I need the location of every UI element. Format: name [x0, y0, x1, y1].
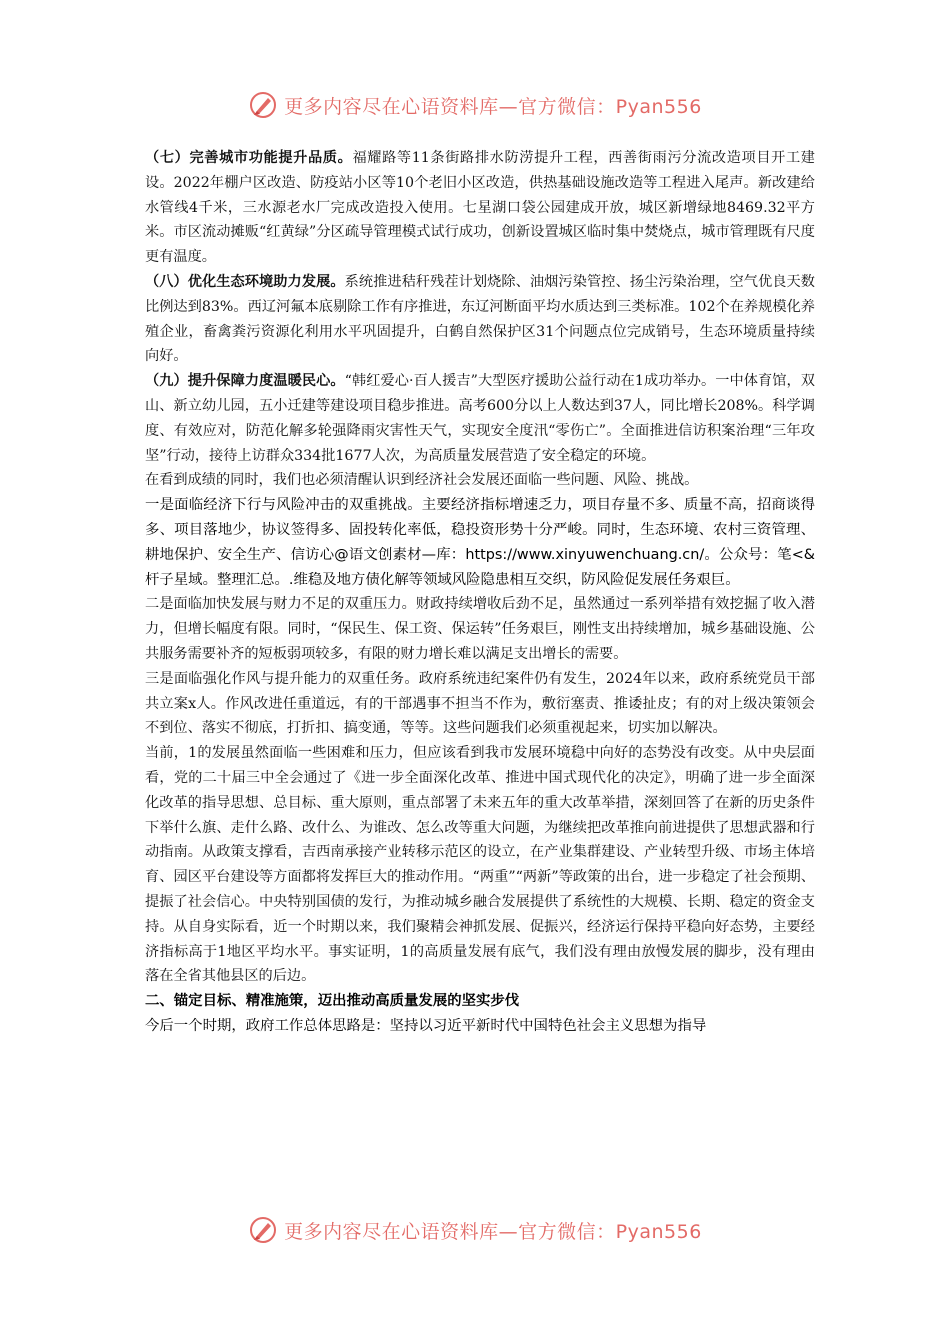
document-body	[145, 146, 815, 1039]
section-heading: 二、锚定目标、精准施策，迈出推动高质量发展的坚实步伐	[145, 993, 520, 1010]
outlook-paragraph: 当前，1的发展虽然面临一些困难和压力，但应该看到我市发展环境稳中向好的态势没有改变。从中央层面看，党的二十届三中全会通过了《进一步全面深化改革、推进中国式现代化的决定》，明确了进一步全面深化改革的指导思想、总目标、重大原则，重点部署了未来五年的重大改革举措，深刻回答了在新的历史条件下举什么旗、走什么路、改什么、为谁改、怎么改等重大问题，为继续把改革推向前进提供了思想武器和行动指南。从政策支撑看，吉西南承接产业转移示范区的设立，在产业集群建设、产业转型升级、市场主体培育、园区平台建设等方面都将发挥巨大的推动作用。“两重”“两新”等政策的出台，进一步稳定了社会预期、提振了社会信心。中央特别国债的发行，为推动城乡融合发展提供了系统性的大规模、长期、稳定的资金支持。从自身实际看，近一个时期以来，我们聚精会神抓发展、促振兴，经济运行保持平稳向好态势，主要经济指标高于1地区平均水平。事实证明，1的高质量发展有底气，我们没有理由放慢发展的脚步，没有理由落在全省其他县区的后边。	[145, 745, 815, 985]
paragraph-body: “韩红爱心·百人援吉”大型医疗援助公益行动在1成功举办。一中体育馆，双山、新立幼儿园，五小迁建等建设项目稳步推进。高考600分以上人数达到37人，同比增长208%。科学调度、有效应对，防范化解多轮强降雨灾害性天气，实现安全度汛“零伤亡”。全面推进信访积案治理“三年攻坚”行动，接待上访群众334批1677人次，为高质量发展营造了安全稳定的环境。	[145, 373, 815, 464]
paragraph-body: 福耀路等11条街路排水防涝提升工程，西善街雨污分流改造项目开工建设。2022年棚户区改造、防疫站小区等10个老旧小区改造，供热基础设施改造等工程进入尾声。新改建给水管线4千米，三水源老水厂完成改造投入使用。七星湖口袋公园建成开放，城区新增绿地8469.32平方米。市区流动摊贩“红黄绿”分区疏导管理模式试行成功，创新设置城区临时集中焚烧点，城市管理既有尺度更有温度。	[145, 150, 815, 266]
challenge-three: 三是面临强化作风与提升能力的双重任务。政府系统违纪案件仍有发生，2024年以来，政府系统党员干部共立案x人。作风改进任重道远，有的干部遇事不担当不作为，敷衍塞责、推诿扯皮；有的对上级决策领会不到位、落实不彻底，打折扣、搞变通，等等。这些问题我们必须重视起来，切实加以解决。	[145, 670, 815, 737]
challenge-one: 一是面临经济下行与风险冲击的双重挑战。主要经济指标增速乏力，项目存量不多、质量不高，招商谈得多、项目落地少，协议签得多、固投转化率低，稳投资形势十分严峻。同时，生态环境、农村三资管理、耕地保护、安全生产、信访心@语文创素材—库：https://www.xinyuwenchuang.cn/。公众号：笔<&杆子星域。整理汇总。.维稳及地方债化解等领域风险隐患相互交织，防风险促发展任务艰巨。	[145, 497, 815, 588]
challenge-two: 二是面临加快发展与财力不足的双重压力。财政持续增收后劲不足，虽然通过一系列举措有效挖掘了收入潜力，但增长幅度有限。同时，“保民生、保工资、保运转”任务艰巨，刚性支出持续增加，城乡基础设施、公共服务需要补齐的短板弱项较多，有限的财力增长难以满足支出增长的需要。	[145, 596, 815, 662]
paragraph-body: 在看到成绩的同时，我们也必须清醒认识到经济社会发展还面临一些问题、风险、挑战。	[145, 472, 699, 489]
paragraph-7	[145, 146, 815, 270]
footer-banner	[0, 1213, 950, 1247]
paragraph-lead: （七）完善城市功能提升品质。	[145, 150, 353, 166]
pen-logo-icon	[248, 90, 278, 120]
paragraph-9	[145, 369, 815, 468]
header-banner	[0, 88, 950, 122]
paragraph-body: 系统推进秸秆残茬计划烧除、油烟污染管控、扬尘污染治理，空气优良天数比例达到83%。西辽河氟本底剔除工作有序推进，东辽河断面平均水质达到三类标准。102个在养规模化养殖企业，畜禽粪污资源化利用水平巩固提升，白鹤自然保护区31个问题点位完成销号，生态环境质量持续向好。	[145, 273, 815, 365]
paragraph-8	[145, 270, 815, 369]
last-line: 今后一个时期，政府工作总体思路是：坚持以习近平新时代中国特色社会主义思想为指导	[145, 1017, 707, 1034]
paragraph-lead: （九）提升保障力度温暖民心。	[145, 373, 345, 390]
paragraph-transition	[145, 468, 815, 493]
banner-text: 更多内容尽在心语资料库—官方微信：Pyan556	[284, 95, 702, 118]
banner-text: 更多内容尽在心语资料库—官方微信：Pyan556	[284, 1220, 702, 1243]
pen-logo-icon	[248, 1215, 278, 1245]
paragraph-lead: （八）优化生态环境助力发展。	[145, 273, 345, 290]
